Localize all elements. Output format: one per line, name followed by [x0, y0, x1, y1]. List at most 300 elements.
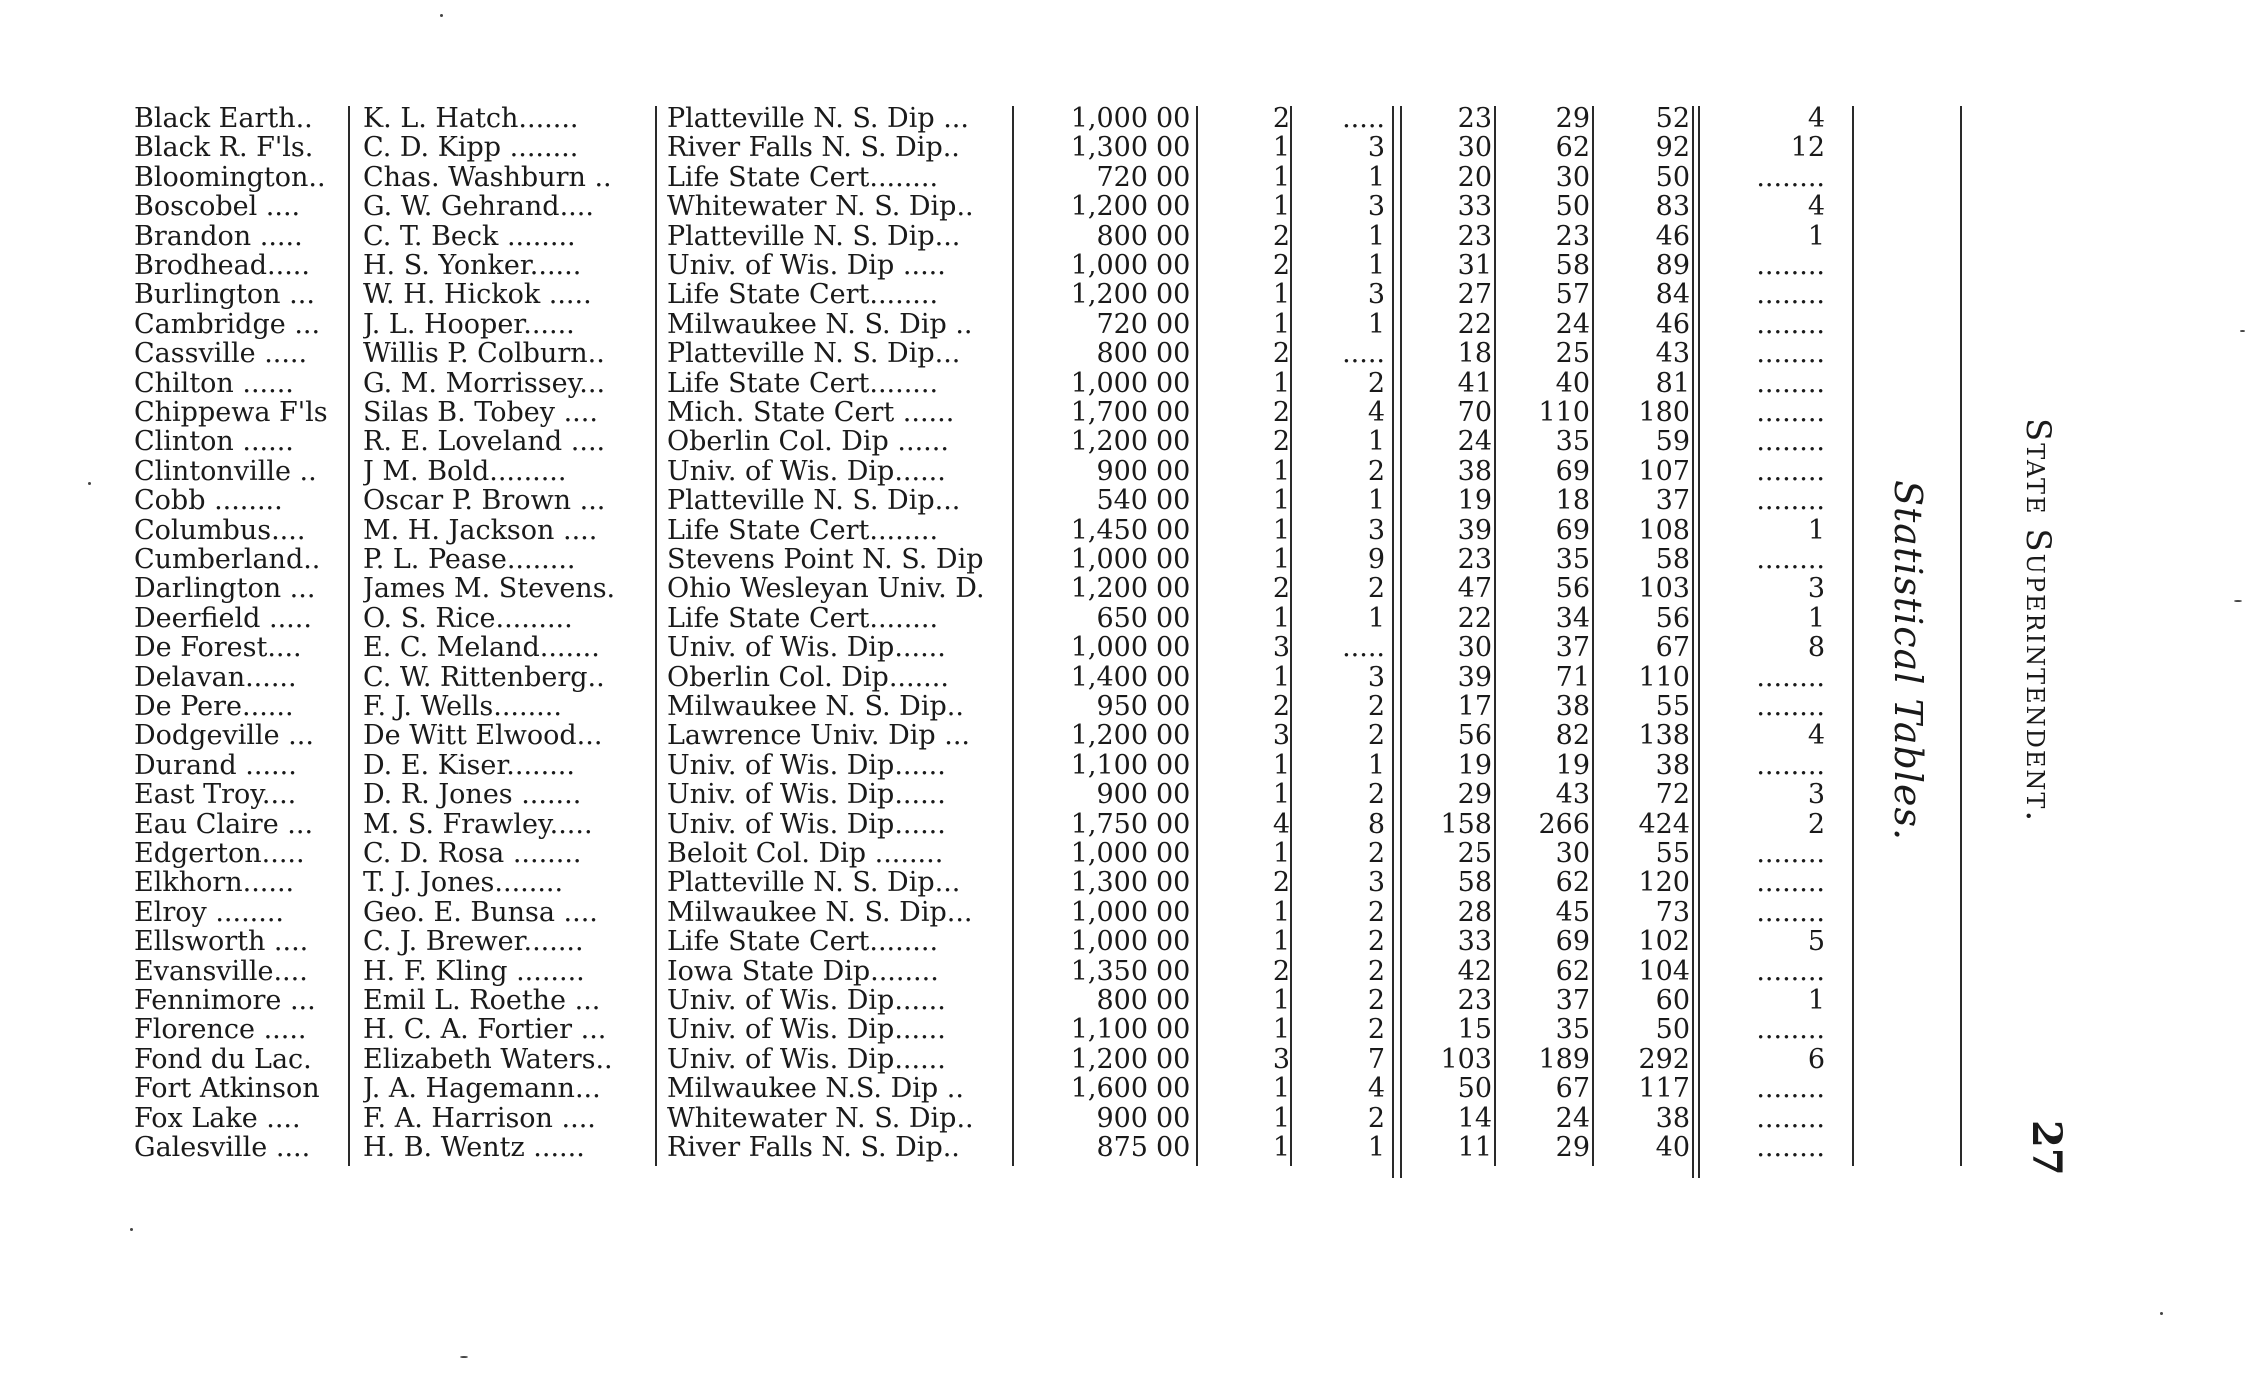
row-salary-cents: 00	[1156, 369, 1191, 398]
row-years-employed: 1	[1272, 545, 1290, 574]
row-years-employed: 2	[1272, 339, 1290, 368]
row-salary: 1,100	[1070, 751, 1148, 780]
row-superintendent: H. C. A. Fortier ...	[363, 1015, 607, 1044]
row-superintendent: James M. Stevens.	[363, 574, 616, 603]
scan-speck	[2240, 330, 2245, 332]
row-graduates: ........	[1756, 251, 1825, 280]
row-qualification: Univ. of Wis. Dip......	[667, 810, 946, 839]
row-superintendent: G. M. Morrissey...	[363, 369, 606, 398]
row-years-in-town: 1	[1367, 163, 1385, 192]
row-superintendent: J. L. Hooper......	[363, 310, 575, 339]
row-years-employed: 2	[1272, 957, 1290, 986]
row-salary-cents: 00	[1156, 516, 1191, 545]
row-girls: 62	[1555, 868, 1590, 897]
row-superintendent: Elizabeth Waters..	[363, 1045, 613, 1074]
row-total: 59	[1655, 427, 1690, 456]
row-boys: 47	[1457, 574, 1492, 603]
row-years-in-town: 2	[1367, 574, 1385, 603]
scan-speck	[88, 482, 91, 485]
row-salary-cents: 00	[1156, 751, 1191, 780]
row-girls: 37	[1555, 633, 1590, 662]
row-place: Burlington ...	[134, 280, 315, 309]
row-total: 72	[1655, 780, 1690, 809]
row-superintendent: T. J. Jones........	[363, 868, 564, 897]
row-girls: 56	[1555, 574, 1590, 603]
row-total: 52	[1655, 104, 1690, 133]
row-place: Chilton ......	[134, 369, 294, 398]
row-years-in-town: 4	[1367, 398, 1385, 427]
table-row	[0, 163, 2256, 192]
row-years-in-town: 1	[1367, 222, 1385, 251]
row-place: Evansville....	[134, 957, 308, 986]
row-girls: 57	[1555, 280, 1590, 309]
row-total: 38	[1655, 751, 1690, 780]
row-boys: 23	[1457, 545, 1492, 574]
row-girls: 24	[1555, 1104, 1590, 1133]
row-graduates: ........	[1756, 957, 1825, 986]
row-superintendent: De Witt Elwood...	[363, 721, 603, 750]
row-salary-cents: 00	[1156, 251, 1191, 280]
row-place: Clinton ......	[134, 427, 294, 456]
column-rule-total-b	[1698, 106, 1700, 1178]
row-girls: 69	[1555, 457, 1590, 486]
row-years-in-town: 3	[1367, 868, 1385, 897]
row-qualification: Univ. of Wis. Dip......	[667, 751, 946, 780]
row-qualification: Platteville N. S. Dip...	[667, 339, 961, 368]
row-salary: 1,300	[1070, 133, 1148, 162]
row-years-employed: 1	[1272, 369, 1290, 398]
row-salary-cents: 00	[1156, 222, 1191, 251]
row-boys: 103	[1440, 1045, 1492, 1074]
row-years-in-town: 2	[1367, 898, 1385, 927]
row-girls: 25	[1555, 339, 1590, 368]
row-graduates: ........	[1756, 545, 1825, 574]
row-salary: 1,000	[1070, 898, 1148, 927]
row-girls: 110	[1538, 398, 1590, 427]
row-years-employed: 4	[1272, 810, 1290, 839]
table-row	[0, 280, 2256, 309]
row-total: 120	[1638, 868, 1690, 897]
row-graduates: 12	[1790, 133, 1825, 162]
row-qualification: Oberlin Col. Dip ......	[667, 427, 949, 456]
row-total: 84	[1655, 280, 1690, 309]
row-qualification: Life State Cert........	[667, 516, 939, 545]
row-superintendent: G. W. Gehrand....	[363, 192, 594, 221]
row-boys: 20	[1457, 163, 1492, 192]
row-years-employed: 1	[1272, 457, 1290, 486]
column-rule-boys	[1494, 106, 1496, 1166]
row-graduates: ........	[1756, 1104, 1825, 1133]
row-total: 108	[1638, 516, 1690, 545]
column-rule-graduates	[1852, 106, 1854, 1166]
row-boys: 33	[1457, 192, 1492, 221]
row-superintendent: Oscar P. Brown ...	[363, 486, 606, 515]
row-salary: 720	[1096, 310, 1148, 339]
row-years-in-town: 3	[1367, 133, 1385, 162]
row-years-in-town: 1	[1367, 427, 1385, 456]
row-salary: 800	[1096, 339, 1148, 368]
row-girls: 29	[1555, 1133, 1590, 1162]
row-total: 83	[1655, 192, 1690, 221]
row-boys: 38	[1457, 457, 1492, 486]
table-row	[0, 1133, 2256, 1162]
row-salary-cents: 00	[1156, 1045, 1191, 1074]
row-girls: 40	[1555, 369, 1590, 398]
row-qualification: Iowa State Dip........	[667, 957, 939, 986]
row-place: Fort Atkinson	[134, 1074, 320, 1103]
row-place: Chippewa F'ls	[134, 398, 328, 427]
row-salary-cents: 00	[1156, 1133, 1191, 1162]
row-years-employed: 1	[1272, 751, 1290, 780]
row-place: Cumberland..	[134, 545, 321, 574]
row-boys: 22	[1457, 604, 1492, 633]
row-graduates: 5	[1807, 927, 1825, 956]
row-graduates: 2	[1807, 810, 1825, 839]
row-boys: 23	[1457, 986, 1492, 1015]
row-years-employed: 1	[1272, 1133, 1290, 1162]
row-boys: 14	[1457, 1104, 1492, 1133]
row-salary: 720	[1096, 163, 1148, 192]
row-years-in-town: 1	[1367, 751, 1385, 780]
row-years-in-town: .....	[1342, 104, 1385, 133]
row-salary: 1,200	[1070, 574, 1148, 603]
row-superintendent: H. S. Yonker......	[363, 251, 582, 280]
row-girls: 266	[1538, 810, 1590, 839]
row-salary-cents: 00	[1156, 839, 1191, 868]
row-superintendent: J. A. Hagemann...	[363, 1074, 601, 1103]
row-qualification: Ohio Wesleyan Univ. D.	[667, 574, 985, 603]
row-years-employed: 1	[1272, 663, 1290, 692]
row-salary-cents: 00	[1156, 604, 1191, 633]
row-boys: 50	[1457, 1074, 1492, 1103]
row-graduates: 3	[1807, 780, 1825, 809]
row-superintendent: W. H. Hickok .....	[363, 280, 592, 309]
column-rule-superintendent	[655, 106, 657, 1166]
row-boys: 158	[1440, 810, 1492, 839]
row-total: 43	[1655, 339, 1690, 368]
row-total: 180	[1638, 398, 1690, 427]
row-girls: 50	[1555, 192, 1590, 221]
row-salary-cents: 00	[1156, 810, 1191, 839]
scan-speck	[460, 1356, 468, 1358]
row-total: 81	[1655, 369, 1690, 398]
row-qualification: Whitewater N. S. Dip..	[667, 1104, 974, 1133]
row-place: Black R. F'ls.	[134, 133, 314, 162]
row-qualification: Life State Cert........	[667, 280, 939, 309]
row-superintendent: D. E. Kiser........	[363, 751, 575, 780]
row-years-in-town: 2	[1367, 957, 1385, 986]
row-total: 55	[1655, 839, 1690, 868]
row-years-employed: 1	[1272, 1074, 1290, 1103]
row-girls: 43	[1555, 780, 1590, 809]
row-graduates: 4	[1807, 192, 1825, 221]
row-total: 50	[1655, 1015, 1690, 1044]
row-girls: 23	[1555, 222, 1590, 251]
row-salary: 1,000	[1070, 104, 1148, 133]
row-salary-cents: 00	[1156, 1015, 1191, 1044]
row-qualification: Milwaukee N. S. Dip ..	[667, 310, 973, 339]
row-graduates: ........	[1756, 427, 1825, 456]
row-graduates: ........	[1756, 457, 1825, 486]
row-graduates: ........	[1756, 663, 1825, 692]
row-girls: 67	[1555, 1074, 1590, 1103]
row-boys: 22	[1457, 310, 1492, 339]
row-salary: 540	[1096, 486, 1148, 515]
row-boys: 17	[1457, 692, 1492, 721]
table-row	[0, 1104, 2256, 1133]
row-years-in-town: 3	[1367, 516, 1385, 545]
row-years-in-town: 2	[1367, 780, 1385, 809]
row-total: 110	[1638, 663, 1690, 692]
row-place: Cassville .....	[134, 339, 308, 368]
row-girls: 37	[1555, 986, 1590, 1015]
row-salary-cents: 00	[1156, 633, 1191, 662]
row-salary-cents: 00	[1156, 280, 1191, 309]
row-total: 73	[1655, 898, 1690, 927]
row-years-employed: 1	[1272, 163, 1290, 192]
row-salary: 1,000	[1070, 839, 1148, 868]
row-salary: 1,300	[1070, 868, 1148, 897]
row-superintendent: M. H. Jackson ....	[363, 516, 598, 545]
row-graduates: ........	[1756, 398, 1825, 427]
row-salary-cents: 00	[1156, 133, 1191, 162]
row-girls: 45	[1555, 898, 1590, 927]
row-graduates: 1	[1807, 222, 1825, 251]
row-superintendent: Geo. E. Bunsa ....	[363, 898, 598, 927]
row-salary: 1,450	[1070, 516, 1148, 545]
row-years-employed: 2	[1272, 574, 1290, 603]
row-girls: 30	[1555, 839, 1590, 868]
row-boys: 29	[1457, 780, 1492, 809]
row-years-in-town: 3	[1367, 280, 1385, 309]
row-years-employed: 2	[1272, 251, 1290, 280]
row-years-employed: 1	[1272, 1015, 1290, 1044]
table-row	[0, 898, 2256, 927]
row-qualification: Univ. of Wis. Dip......	[667, 986, 946, 1015]
table-row	[0, 398, 2256, 427]
row-total: 292	[1638, 1045, 1690, 1074]
row-years-in-town: 2	[1367, 986, 1385, 1015]
row-years-in-town: 9	[1367, 545, 1385, 574]
row-total: 104	[1638, 957, 1690, 986]
row-years-employed: 1	[1272, 780, 1290, 809]
row-total: 38	[1655, 1104, 1690, 1133]
row-graduates: ........	[1756, 280, 1825, 309]
row-graduates: 1	[1807, 516, 1825, 545]
row-girls: 35	[1555, 1015, 1590, 1044]
row-qualification: Stevens Point N. S. Dip	[667, 545, 984, 574]
row-superintendent: C. D. Rosa ........	[363, 839, 582, 868]
row-superintendent: F. J. Wells........	[363, 692, 562, 721]
row-total: 37	[1655, 486, 1690, 515]
row-years-in-town: .....	[1342, 633, 1385, 662]
row-place: Fond du Lac.	[134, 1045, 312, 1074]
row-boys: 42	[1457, 957, 1492, 986]
row-salary-cents: 00	[1156, 457, 1191, 486]
row-superintendent: R. E. Loveland ....	[363, 427, 606, 456]
row-qualification: Platteville N. S. Dip ...	[667, 104, 969, 133]
row-place: Delavan......	[134, 663, 297, 692]
row-boys: 23	[1457, 104, 1492, 133]
row-years-in-town: 2	[1367, 721, 1385, 750]
row-superintendent: K. L. Hatch.......	[363, 104, 579, 133]
row-superintendent: C. T. Beck ........	[363, 222, 576, 251]
row-boys: 18	[1457, 339, 1492, 368]
row-salary-cents: 00	[1156, 986, 1191, 1015]
row-years-employed: 2	[1272, 104, 1290, 133]
row-salary-cents: 00	[1156, 310, 1191, 339]
column-rule-qualification	[1012, 106, 1014, 1166]
row-years-employed: 3	[1272, 1045, 1290, 1074]
row-salary: 875	[1096, 1133, 1148, 1162]
row-salary-cents: 00	[1156, 398, 1191, 427]
row-boys: 30	[1457, 633, 1492, 662]
row-graduates: ........	[1756, 310, 1825, 339]
row-superintendent: H. F. Kling ........	[363, 957, 585, 986]
row-years-in-town: .....	[1342, 339, 1385, 368]
row-salary: 1,750	[1070, 810, 1148, 839]
row-graduates: 4	[1807, 104, 1825, 133]
row-boys: 27	[1457, 280, 1492, 309]
row-qualification: Oberlin Col. Dip.......	[667, 663, 949, 692]
row-superintendent: H. B. Wentz ......	[363, 1133, 585, 1162]
row-superintendent: Silas B. Tobey ....	[363, 398, 598, 427]
row-salary: 1,400	[1070, 663, 1148, 692]
row-qualification: Life State Cert........	[667, 163, 939, 192]
row-years-in-town: 2	[1367, 1104, 1385, 1133]
row-salary-cents: 00	[1156, 1074, 1191, 1103]
row-qualification: Life State Cert........	[667, 927, 939, 956]
row-years-employed: 2	[1272, 868, 1290, 897]
row-superintendent: Chas. Washburn ..	[363, 163, 612, 192]
row-qualification: River Falls N. S. Dip..	[667, 1133, 960, 1162]
row-graduates: ........	[1756, 1133, 1825, 1162]
row-girls: 24	[1555, 310, 1590, 339]
row-place: Galesville ....	[134, 1133, 311, 1162]
table-row	[0, 927, 2256, 956]
column-rule-girls	[1592, 106, 1594, 1166]
row-graduates: ........	[1756, 486, 1825, 515]
row-salary-cents: 00	[1156, 663, 1191, 692]
row-years-in-town: 1	[1367, 1133, 1385, 1162]
row-girls: 189	[1538, 1045, 1590, 1074]
row-salary: 1,000	[1070, 251, 1148, 280]
row-salary: 1,350	[1070, 957, 1148, 986]
row-girls: 69	[1555, 927, 1590, 956]
row-total: 55	[1655, 692, 1690, 721]
row-salary: 1,600	[1070, 1074, 1148, 1103]
scan-speck	[2160, 1312, 2163, 1315]
row-place: Elroy ........	[134, 898, 285, 927]
row-girls: 62	[1555, 133, 1590, 162]
row-qualification: Mich. State Cert ......	[667, 398, 955, 427]
row-qualification: Platteville N. S. Dip...	[667, 486, 961, 515]
row-total: 58	[1655, 545, 1690, 574]
row-salary: 1,200	[1070, 427, 1148, 456]
row-place: Black Earth..	[134, 104, 313, 133]
row-graduates: ........	[1756, 751, 1825, 780]
row-superintendent: P. L. Pease........	[363, 545, 576, 574]
column-rule-town-b	[1400, 106, 1402, 1178]
row-salary-cents: 00	[1156, 868, 1191, 897]
scan-speck	[130, 1228, 133, 1231]
row-qualification: Univ. of Wis. Dip......	[667, 633, 946, 662]
row-girls: 82	[1555, 721, 1590, 750]
row-place: Elkhorn......	[134, 868, 295, 897]
table-row	[0, 339, 2256, 368]
column-rule-town-a	[1392, 106, 1394, 1178]
table-row	[0, 1015, 2256, 1044]
row-years-employed: 2	[1272, 427, 1290, 456]
row-qualification: Univ. of Wis. Dip .....	[667, 251, 946, 280]
table-row	[0, 839, 2256, 868]
row-place: Dodgeville ...	[134, 721, 314, 750]
row-graduates: ........	[1756, 898, 1825, 927]
row-place: Deerfield .....	[134, 604, 312, 633]
row-total: 56	[1655, 604, 1690, 633]
row-total: 138	[1638, 721, 1690, 750]
row-superintendent: D. R. Jones .......	[363, 780, 582, 809]
row-graduates: ........	[1756, 369, 1825, 398]
row-salary: 1,000	[1070, 633, 1148, 662]
row-years-employed: 1	[1272, 898, 1290, 927]
row-salary: 950	[1096, 692, 1148, 721]
row-salary-cents: 00	[1156, 957, 1191, 986]
row-years-in-town: 4	[1367, 1074, 1385, 1103]
row-boys: 24	[1457, 427, 1492, 456]
column-rule-years	[1290, 106, 1292, 1166]
row-years-in-town: 2	[1367, 839, 1385, 868]
row-place: Bloomington..	[134, 163, 326, 192]
row-qualification: Life State Cert........	[667, 369, 939, 398]
row-years-employed: 1	[1272, 486, 1290, 515]
row-graduates: 6	[1807, 1045, 1825, 1074]
row-superintendent: E. C. Meland.......	[363, 633, 600, 662]
row-salary: 1,100	[1070, 1015, 1148, 1044]
row-salary: 1,200	[1070, 192, 1148, 221]
row-place: Edgerton.....	[134, 839, 305, 868]
row-years-employed: 1	[1272, 310, 1290, 339]
table-row	[0, 957, 2256, 986]
row-place: Brodhead.....	[134, 251, 310, 280]
row-girls: 71	[1555, 663, 1590, 692]
row-boys: 23	[1457, 222, 1492, 251]
row-boys: 33	[1457, 927, 1492, 956]
row-girls: 18	[1555, 486, 1590, 515]
row-place: Brandon .....	[134, 222, 303, 251]
row-graduates: ........	[1756, 339, 1825, 368]
row-girls: 29	[1555, 104, 1590, 133]
row-years-in-town: 2	[1367, 927, 1385, 956]
row-place: Columbus....	[134, 516, 306, 545]
row-years-employed: 3	[1272, 633, 1290, 662]
row-salary: 800	[1096, 222, 1148, 251]
row-place: East Troy....	[134, 780, 297, 809]
row-salary-cents: 00	[1156, 163, 1191, 192]
row-qualification: Life State Cert........	[667, 604, 939, 633]
row-superintendent: Willis P. Colburn..	[363, 339, 605, 368]
row-graduates: 4	[1807, 721, 1825, 750]
row-superintendent: C. J. Brewer.......	[363, 927, 584, 956]
row-salary: 1,000	[1070, 927, 1148, 956]
row-place: Durand ......	[134, 751, 297, 780]
row-years-in-town: 3	[1367, 663, 1385, 692]
row-total: 50	[1655, 163, 1690, 192]
row-years-in-town: 1	[1367, 486, 1385, 515]
row-salary: 650	[1096, 604, 1148, 633]
row-graduates: ........	[1756, 839, 1825, 868]
row-girls: 69	[1555, 516, 1590, 545]
